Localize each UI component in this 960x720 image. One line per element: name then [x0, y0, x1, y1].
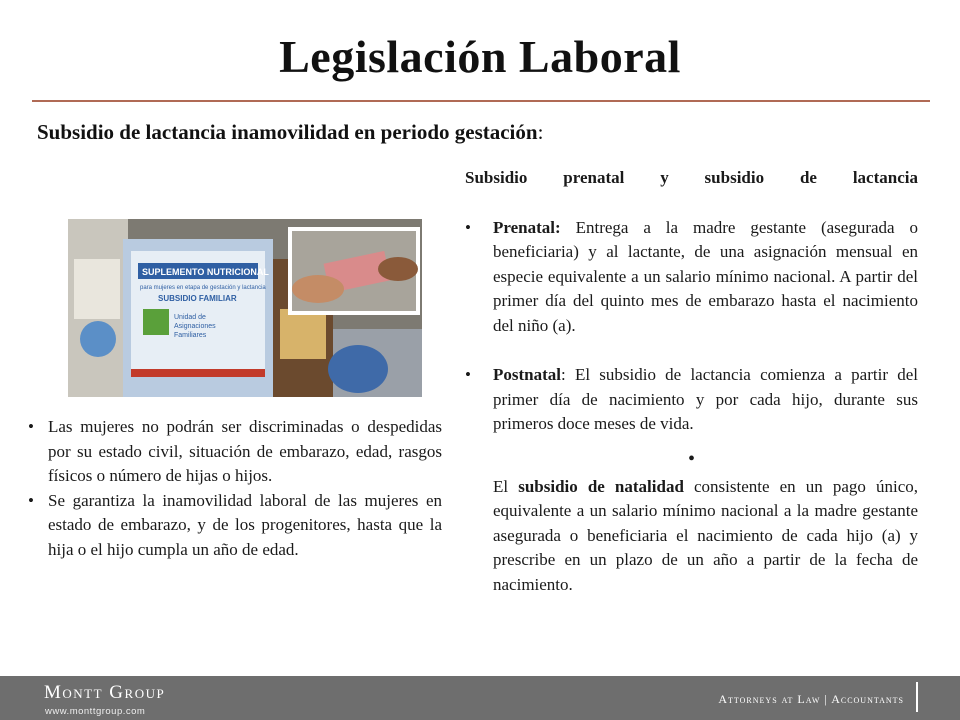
- postnatal-label: Postnatal: [493, 365, 561, 384]
- bullet-dot: •: [465, 365, 471, 384]
- footer-bar: [0, 676, 960, 720]
- postnatal-item: [465, 363, 918, 437]
- left-bullet-item: [28, 489, 442, 563]
- bullet-dot: •: [465, 217, 471, 237]
- slide-subtitle: [37, 120, 543, 145]
- left-bullet-list: [28, 415, 442, 562]
- natalidad-item: [465, 475, 918, 598]
- photo-badge-line-2: Asignaciones: [174, 323, 216, 330]
- right-heading: [465, 166, 918, 191]
- natalidad-text: consistente en un pago único, equivalente a un salario mínimo nacional a la madre gestante asegurada o beneficiaria el nacimiento de cada hijo (a) y prescribe en un plazo de un año a partir de la fecha de nacimiento.: [493, 476, 919, 594]
- postnatal-text: : El subsidio de lactancia comienza a partir del primer día de nacimiento y por cada hijo, durante sus primeros doce meses de vida.: [493, 365, 918, 433]
- left-bullet-text: Se garantiza la inamovilidad laboral de las mujeres en estado de embarazo, y de los progenitores, hasta que la hija o el hijo cumpla un año de edad.: [48, 490, 442, 559]
- heading-word: Subsidio: [465, 168, 528, 187]
- bullet-dot: •: [687, 447, 695, 470]
- natalidad-lead: El: [493, 476, 519, 496]
- photo-box-line-2: para mujeres en etapa de gestación y lactancia: [140, 285, 266, 291]
- footer-divider: [916, 682, 918, 712]
- left-bullet-item: [28, 415, 442, 489]
- heading-word: de: [799, 168, 817, 187]
- photo-badge-line-1: Unidad de: [174, 314, 206, 321]
- prenatal-item: [465, 216, 918, 339]
- right-column: [465, 166, 918, 597]
- subsidy-photo: [68, 219, 422, 397]
- prenatal-text: Entrega a la madre gestante (asegurada o beneficiaria) y al lactante, de una asignación mensual en especie equivalente a un salario mínimo nacional. A partir del primer día del quinto mes de embarazo hasta el nacimiento del niño (a).: [493, 217, 918, 335]
- title-divider: [32, 100, 930, 102]
- subtitle-colon: :: [537, 120, 544, 144]
- footer-url: www.monttgroup.com: [45, 706, 146, 717]
- footer-logo: Montt Group: [44, 682, 166, 703]
- photo-box-line-3: SUBSIDIO FAMILIAR: [158, 294, 237, 303]
- heading-word: lactancia: [852, 168, 918, 187]
- heading-word: prenatal: [563, 168, 625, 187]
- heading-word: y: [660, 168, 669, 187]
- bullet-dot: •: [28, 490, 34, 510]
- subtitle-text: Subsidio de lactancia inamovilidad en periodo gestación: [37, 120, 538, 144]
- photo-badge-line-3: Familiares: [174, 332, 207, 339]
- photo-box-line-1: SUPLEMENTO NUTRICIONAL: [142, 267, 269, 277]
- footer-tagline: Attorneys at Law | Accountants: [718, 692, 904, 706]
- slide-title: Legislación Laboral: [279, 31, 681, 82]
- left-bullet-text: Las mujeres no podrán ser discriminadas o despedidas por su estado civil, situación de embarazo, edad, rasgos físicos o número de hijas o hijos.: [48, 417, 442, 485]
- natalidad-label: subsidio de natalidad: [518, 476, 684, 496]
- heading-word: subsidio: [704, 168, 765, 187]
- prenatal-label: Prenatal:: [493, 217, 561, 237]
- bullet-dot: •: [28, 417, 34, 436]
